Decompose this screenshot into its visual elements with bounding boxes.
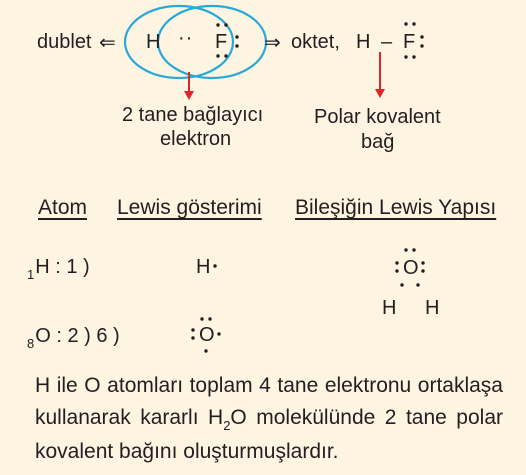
h2o-h2-symbol: H [425, 297, 440, 319]
header-atom: Atom [38, 196, 88, 219]
venn-shared-dots: ·· [178, 27, 194, 49]
h2o-o-symbol: O [403, 257, 419, 279]
row2-lewis-o: O [199, 324, 215, 346]
arrow-polar-bond [375, 52, 385, 98]
oktet-label: oktet, [291, 31, 340, 53]
hf-h-symbol: H [356, 31, 371, 53]
annotation-left-line1: 2 tane bağlayıcı [122, 104, 264, 126]
venn-f-symbol: F [215, 31, 228, 53]
row2-atom [27, 325, 120, 351]
right-double-arrow: ⇒ [264, 32, 281, 54]
hf-bond-dash: – [381, 31, 393, 53]
paragraph-part1: H ile O atomları toplam 4 tane elektronu ortaklaşa kullanarak kararlı H [35, 374, 503, 429]
row1-atom-text: H : 1 ) [35, 256, 90, 278]
venn-h-symbol: H [146, 31, 161, 53]
annotation-left-line2: elektron [160, 128, 232, 150]
left-double-arrow: ⇐ [99, 32, 116, 54]
dublet-label: dublet [37, 31, 92, 53]
annotation-right-line2: bağ [361, 131, 395, 153]
header-structure: Bileşiğin Lewis Yapısı [295, 196, 497, 219]
venn-circle-right [158, 6, 266, 78]
h2o-h1-symbol: H [382, 297, 397, 319]
row1-atom [27, 256, 90, 282]
row1-prefix: 1 [27, 267, 35, 282]
header-lewis: Lewis gösterimi [117, 196, 262, 219]
row2-prefix: 8 [27, 336, 35, 351]
row1-lewis-h: H [196, 256, 211, 278]
hf-f-symbol: F [403, 31, 416, 53]
paragraph-subscript: 2 [223, 418, 231, 433]
explanation-paragraph [35, 370, 503, 468]
paragraph-part2: O molekülünde 2 tane polar kovalent bağını oluşturmuşlardır. [35, 406, 503, 463]
row2-atom-text: O : 2 ) 6 ) [35, 325, 120, 347]
annotation-right-line1: Polar kovalent [314, 106, 441, 128]
h-lewis-dot [213, 264, 216, 267]
